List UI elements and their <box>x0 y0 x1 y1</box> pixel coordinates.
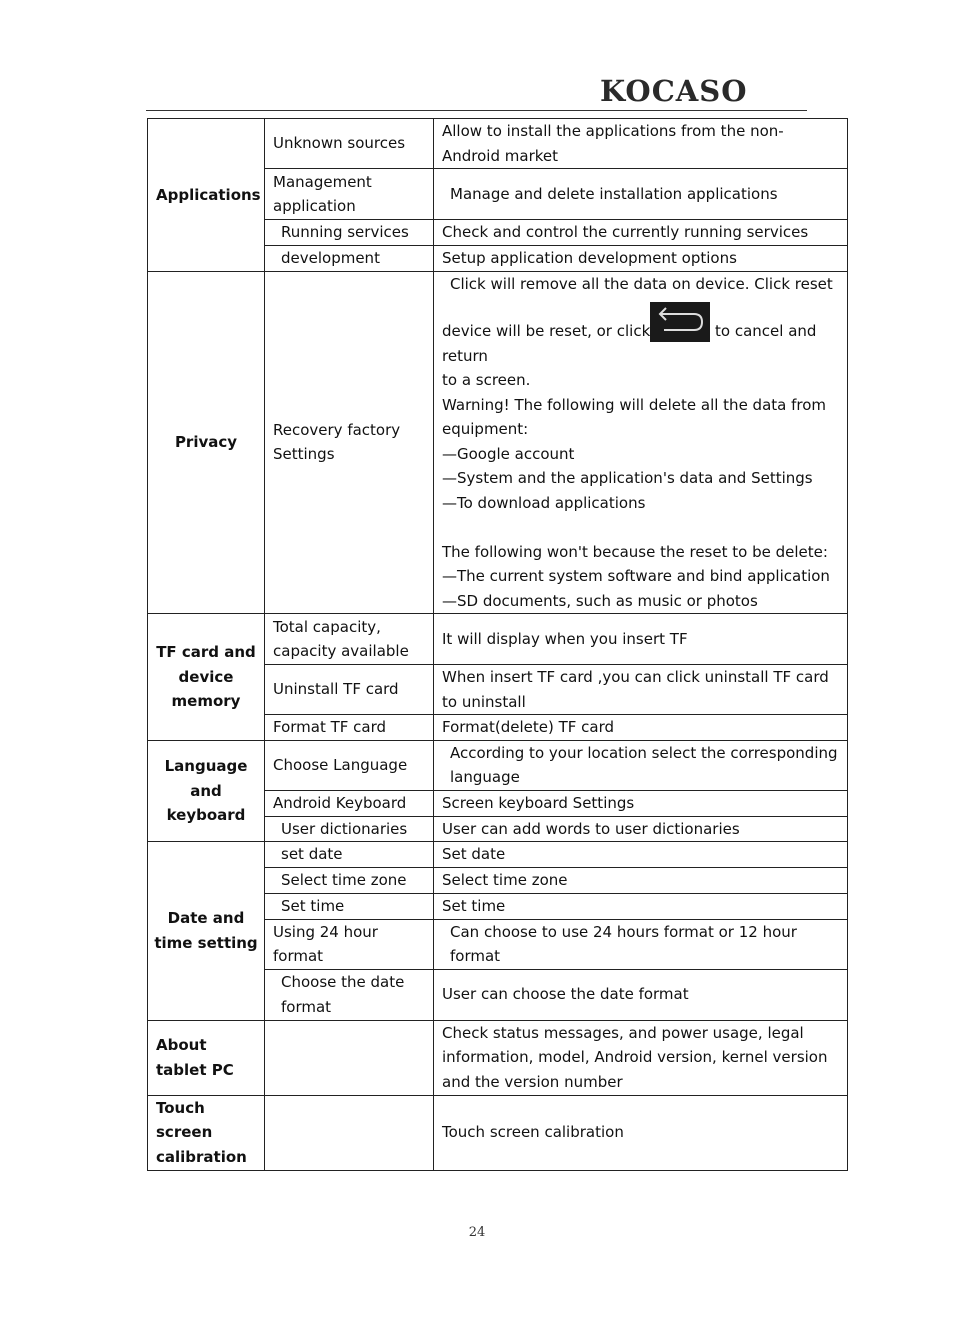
privacy-desc-line: Warning! The following will delete all the data from equipment: <box>442 395 827 438</box>
desc-date-format: User can choose the date format <box>434 969 848 1020</box>
item-management-application: Management application <box>265 169 434 220</box>
privacy-desc-line <box>442 302 839 368</box>
brand-logo: KOCASO <box>600 74 748 108</box>
item-development: development <box>265 245 434 271</box>
desc-choose-language: According to your location select the corresponding language <box>434 740 848 790</box>
category-touch-calibration: Touch screen calibration <box>148 1095 265 1170</box>
page-number: 24 <box>468 1225 486 1240</box>
privacy-desc-text: to cancel and return <box>442 322 817 365</box>
item-user-dictionaries: User dictionaries <box>265 816 434 842</box>
header-divider <box>146 110 807 111</box>
item-uninstall-tf-card: Uninstall TF card <box>265 665 434 715</box>
category-tf-card: TF card and device memory <box>148 614 265 741</box>
desc-android-keyboard: Screen keyboard Settings <box>434 790 848 816</box>
desc-recovery-factory-settings <box>434 271 848 614</box>
privacy-desc-line: Click will remove all the data on device. Click reset <box>450 274 833 293</box>
item-date-format: Choose the date format <box>265 969 434 1020</box>
privacy-desc-line: to a screen. <box>442 371 531 389</box>
category-date-time: Date and time setting <box>148 842 265 1021</box>
desc-set-date: Set date <box>434 842 848 868</box>
table-row <box>148 1095 848 1170</box>
privacy-desc-line: The following won't because the reset to be delete: <box>442 542 828 561</box>
item-set-time: Set time <box>265 893 434 919</box>
desc-select-time-zone: Select time zone <box>434 868 848 894</box>
item-unknown-sources: Unknown sources <box>265 119 434 169</box>
privacy-desc-line: —Google account <box>442 444 575 463</box>
desc-set-time: Set time <box>434 893 848 919</box>
desc-management-application: Manage and delete installation applications <box>434 169 848 220</box>
category-about: About tablet PC <box>148 1020 265 1095</box>
table-row <box>148 842 848 868</box>
item-set-date: set date <box>265 842 434 868</box>
item-format-tf-card: Format TF card <box>265 715 434 741</box>
item-android-keyboard: Android Keyboard <box>265 790 434 816</box>
desc-about: Check status messages, and power usage, legal information, model, Android version, kernel version and the version number <box>434 1020 848 1095</box>
privacy-desc-text: device will be reset, or click <box>442 322 651 340</box>
back-arrow-icon <box>650 302 710 342</box>
settings-table <box>147 118 848 1171</box>
desc-total-capacity: It will display when you insert TF <box>434 614 848 665</box>
category-privacy: Privacy <box>148 271 265 614</box>
desc-running-services: Check and control the currently running services <box>434 220 848 246</box>
privacy-desc-line: —SD documents, such as music or photos <box>442 591 758 610</box>
table-row <box>148 614 848 665</box>
item-running-services: Running services <box>265 220 434 246</box>
table-row <box>148 119 848 169</box>
desc-24-hour-format: Can choose to use 24 hours format or 12 hour format <box>434 919 848 969</box>
category-language: Language and keyboard <box>148 740 265 842</box>
item-touch-empty <box>265 1095 434 1170</box>
desc-touch-calibration: Touch screen calibration <box>434 1095 848 1170</box>
item-total-capacity: Total capacity, capacity available <box>265 614 434 665</box>
table-row <box>148 1020 848 1095</box>
item-24-hour-format: Using 24 hour format <box>265 919 434 969</box>
spacer <box>442 515 839 540</box>
category-applications: Applications <box>148 119 265 272</box>
desc-development: Setup application development options <box>434 245 848 271</box>
desc-format-tf-card: Format(delete) TF card <box>434 715 848 741</box>
item-select-time-zone: Select time zone <box>265 868 434 894</box>
table-row <box>148 740 848 790</box>
item-recovery-factory-settings: Recovery factory Settings <box>265 271 434 614</box>
privacy-desc-line: —System and the application's data and Settings <box>442 469 813 487</box>
desc-uninstall-tf-card: When insert TF card ,you can click uninstall TF card to uninstall <box>434 665 848 715</box>
table-row <box>148 271 848 614</box>
privacy-desc-line: —To download applications <box>442 493 646 512</box>
desc-user-dictionaries: User can add words to user dictionaries <box>434 816 848 842</box>
desc-unknown-sources: Allow to install the applications from the non-Android market <box>434 119 848 169</box>
item-about-empty <box>265 1020 434 1095</box>
privacy-desc-line: —The current system software and bind application <box>442 567 830 585</box>
item-choose-language: Choose Language <box>265 740 434 790</box>
